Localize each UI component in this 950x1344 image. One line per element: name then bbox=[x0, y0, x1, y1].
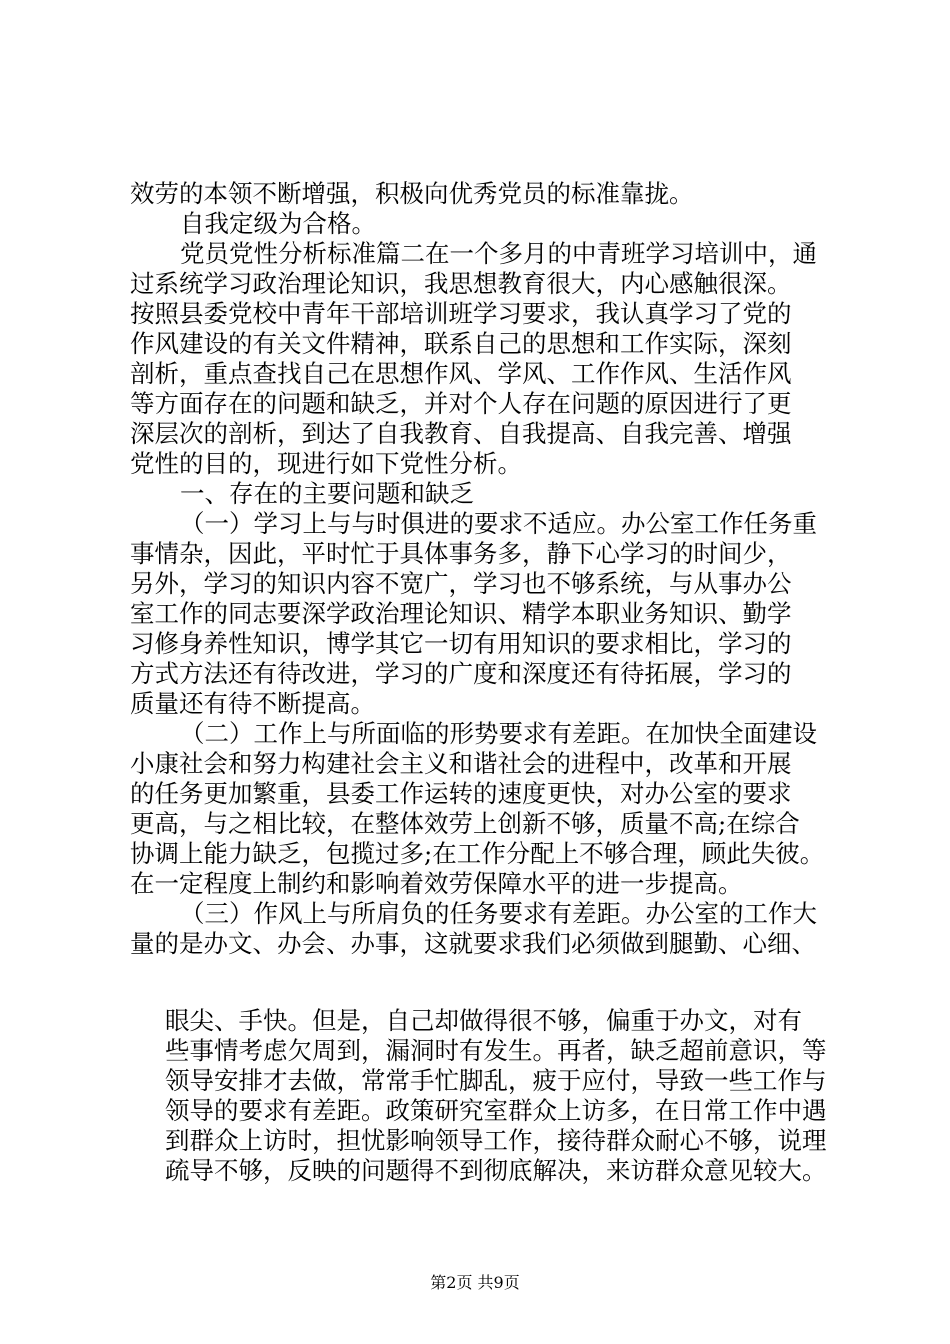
text-line-29: 领导安排才去做，常常手忙脚乱，疲于应付，导致一些工作与 bbox=[165, 1066, 827, 1095]
text-line-25: （三）作风上与所肩负的任务要求有差距。办公室的工作大 bbox=[180, 899, 817, 928]
text-line-23: 协调上能力缺乏，包揽过多;在工作分配上不够合理，顾此失彼。 bbox=[130, 839, 825, 868]
text-line-30: 领导的要求有差距。政策研究室群众上访多，在日常工作中遇 bbox=[165, 1096, 827, 1125]
text-line-4: 过系统学习政治理论知识，我思想教育很大，内心感触很深。 bbox=[130, 269, 792, 298]
text-line-19: （二）工作上与所面临的形势要求有差距。在加快全面建设 bbox=[180, 719, 817, 748]
page-footer: 第2页 共9页 bbox=[430, 1273, 520, 1292]
text-line-1: 效劳的本领不断增强，积极向优秀党员的标准靠拢。 bbox=[130, 179, 694, 208]
text-line-15: 室工作的同志要深学政治理论知识、精学本职业务知识、勤学 bbox=[130, 599, 792, 628]
text-line-7: 剖析，重点查找自己在思想作风、学风、工作作风、生活作风 bbox=[130, 359, 792, 388]
text-line-6: 作风建设的有关文件精神，联系自己的思想和工作实际，深刻 bbox=[130, 329, 792, 358]
text-line-27: 眼尖、手快。但是，自己却做得很不够，偏重于办文，对有 bbox=[165, 1006, 802, 1035]
text-line-13: 事情杂，因此，平时忙于具体事务多，静下心学习的时间少， bbox=[130, 539, 792, 568]
text-line-9: 深层次的剖析，到达了自我教育、自我提高、自我完善、增强 bbox=[130, 419, 792, 448]
text-line-28: 些事情考虑欠周到，漏洞时有发生。再者，缺乏超前意识，等 bbox=[165, 1036, 827, 1065]
text-line-2: 自我定级为合格。 bbox=[180, 209, 376, 238]
text-line-24: 在一定程度上制约和影响着效劳保障水平的进一步提高。 bbox=[130, 869, 743, 898]
text-line-22: 更高，与之相比较，在整体效劳上创新不够，质量不高;在综合 bbox=[130, 809, 800, 838]
text-line-3: 党员党性分析标准篇二在一个多月的中青班学习培训中，通 bbox=[180, 239, 817, 268]
text-line-17: 方式方法还有待改进，学习的广度和深度还有待拓展，学习的 bbox=[130, 659, 792, 688]
text-line-31: 到群众上访时，担忧影响领导工作，接待群众耐心不够，说理 bbox=[165, 1126, 827, 1155]
text-line-18: 质量还有待不断提高。 bbox=[130, 689, 375, 718]
text-line-12: （一）学习上与与时俱进的要求不适应。办公室工作任务重 bbox=[180, 509, 817, 538]
text-line-8: 等方面存在的问题和缺乏，并对个人存在问题的原因进行了更 bbox=[130, 389, 792, 418]
text-line-32: 疏导不够，反映的问题得不到彻底解决，来访群众意见较大。 bbox=[165, 1156, 827, 1185]
text-line-10: 党性的目的，现进行如下党性分析。 bbox=[130, 449, 522, 478]
text-line-14: 另外，学习的知识内容不宽广，学习也不够系统，与从事办公 bbox=[130, 569, 792, 598]
section-heading: 一、存在的主要问题和缺乏 bbox=[180, 479, 474, 508]
text-line-5: 按照县委党校中青年干部培训班学习要求，我认真学习了党的 bbox=[130, 299, 792, 328]
text-line-16: 习修身养性知识，博学其它一切有用知识的要求相比，学习的 bbox=[130, 629, 792, 658]
text-line-20: 小康社会和努力构建社会主义和谐社会的进程中，改革和开展 bbox=[130, 749, 792, 778]
text-line-26: 量的是办文、办会、办事，这就要求我们必须做到腿勤、心细、 bbox=[130, 929, 816, 958]
text-line-21: 的任务更加繁重，县委工作运转的速度更快，对办公室的要求 bbox=[130, 779, 792, 808]
